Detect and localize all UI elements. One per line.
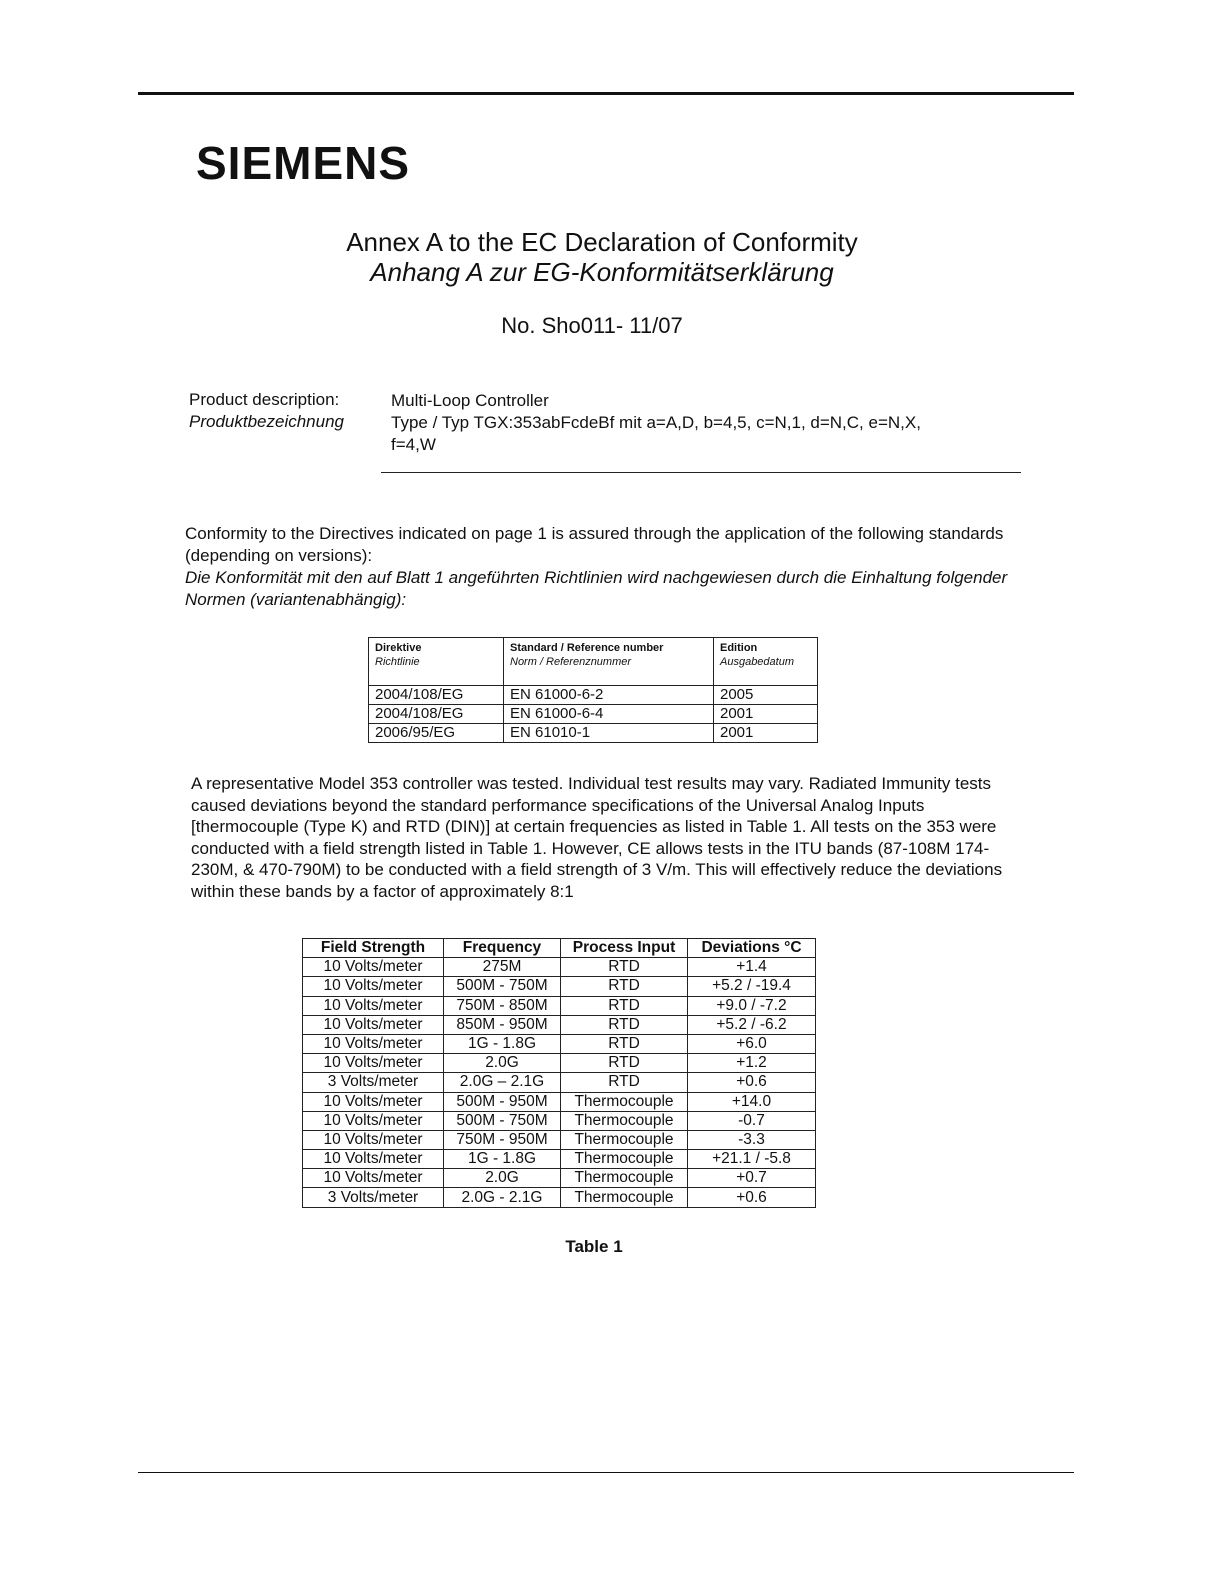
standards-table — [368, 637, 818, 743]
product-description — [391, 390, 1011, 456]
field-strength-cell: 3 Volts/meter — [303, 1073, 444, 1092]
intro-english: Conformity to the Directives indicated on page 1 is assured through the application of the following standards (depending on versions): — [185, 524, 1004, 565]
frequency-cell: 750M - 850M — [444, 996, 561, 1015]
process-input-cell: RTD — [561, 1054, 688, 1073]
deviation-cell: +1.4 — [688, 958, 816, 977]
results-header-row — [303, 939, 816, 958]
title-english: Annex A to the EC Declaration of Conformity — [346, 227, 858, 257]
directive-cell: 2004/108/EG — [369, 686, 504, 705]
process-input-cell: Thermocouple — [561, 1188, 688, 1207]
deviation-cell: +21.1 / -5.8 — [688, 1150, 816, 1169]
standard-cell: EN 61000-6-4 — [504, 705, 714, 724]
frequency-cell: 2.0G — [444, 1054, 561, 1073]
product-type-line-2: f=4,W — [391, 435, 436, 454]
frequency-cell: 500M - 750M — [444, 1111, 561, 1130]
standard-cell: EN 61010-1 — [504, 724, 714, 743]
process-input-cell: Thermocouple — [561, 1150, 688, 1169]
frequency-cell: 2.0G — [444, 1169, 561, 1188]
product-name: Multi-Loop Controller — [391, 391, 549, 410]
title-german: Anhang A zur EG-Konformitätserklärung — [370, 257, 834, 287]
product-type-line-1: Type / Typ TGX:353abFcdeBf mit a=A,D, b=4,5, c=N,1, d=N,C, e=N,X, — [391, 413, 921, 432]
deviation-cell: +9.0 / -7.2 — [688, 996, 816, 1015]
field-strength-cell: 10 Volts/meter — [303, 1092, 444, 1111]
deviation-cell: -0.7 — [688, 1111, 816, 1130]
top-rule — [138, 92, 1074, 95]
deviation-cell: -3.3 — [688, 1130, 816, 1149]
header-frequency: Frequency — [444, 939, 561, 958]
process-input-cell: Thermocouple — [561, 1111, 688, 1130]
header-standard: Standard / Reference number Norm / Referenznummer — [504, 638, 714, 686]
process-input-cell: Thermocouple — [561, 1092, 688, 1111]
directive-cell: 2004/108/EG — [369, 705, 504, 724]
deviation-cell: +14.0 — [688, 1092, 816, 1111]
standard-cell: EN 61000-6-2 — [504, 686, 714, 705]
edition-cell: 2005 — [714, 686, 818, 705]
table-row — [303, 977, 816, 996]
process-input-cell: RTD — [561, 996, 688, 1015]
header-field-strength: Field Strength — [303, 939, 444, 958]
field-strength-cell: 10 Volts/meter — [303, 977, 444, 996]
deviation-cell: +0.6 — [688, 1188, 816, 1207]
product-label-german: Produktbezeichnung — [189, 412, 345, 431]
frequency-cell: 1G - 1.8G — [444, 1150, 561, 1169]
field-strength-cell: 10 Volts/meter — [303, 1169, 444, 1188]
table-row — [303, 1054, 816, 1073]
header-process-input: Process Input — [561, 939, 688, 958]
bottom-rule — [138, 1472, 1074, 1473]
deviation-cell: +0.7 — [688, 1169, 816, 1188]
header-edition: Edition Ausgabedatum — [714, 638, 818, 686]
intro-german: Die Konformität mit den auf Blatt 1 angeführten Richtlinien wird nachgewiesen durch die Einhaltung folgender Normen (variantenabhängig): — [185, 568, 1008, 609]
process-input-cell: RTD — [561, 977, 688, 996]
frequency-cell: 2.0G - 2.1G — [444, 1188, 561, 1207]
field-strength-cell: 10 Volts/meter — [303, 1130, 444, 1149]
deviation-cell: +5.2 / -19.4 — [688, 977, 816, 996]
table-row — [303, 1130, 816, 1149]
results-table — [302, 938, 816, 1208]
process-input-cell: Thermocouple — [561, 1169, 688, 1188]
table-caption: Table 1 — [565, 1237, 623, 1256]
test-results-paragraph: A representative Model 353 controller was tested. Individual test results may vary. Radiated Immunity tests caused deviations beyond the standard performance specifications of the Universal Analog Inputs [thermocouple (Type K) and RTD (DIN)] at certain frequencies as listed in Table 1. All tests on the 353 were conducted with a field strength listed in Table 1. However, CE allows tests in the ITU bands (87-108M 174-230M, & 470-790M) to be conducted with a field strength of 3 V/m. This will effectively reduce the deviations within these bands by a factor of approximately 8:1 — [191, 774, 1003, 901]
field-strength-cell: 10 Volts/meter — [303, 1034, 444, 1053]
field-strength-cell: 10 Volts/meter — [303, 1111, 444, 1130]
field-strength-cell: 10 Volts/meter — [303, 1054, 444, 1073]
field-strength-cell: 10 Volts/meter — [303, 1015, 444, 1034]
product-label-english: Product description: — [189, 390, 340, 409]
header-deviations: Deviations °C — [688, 939, 816, 958]
table-row — [303, 958, 816, 977]
process-input-cell: RTD — [561, 1034, 688, 1053]
field-strength-cell: 10 Volts/meter — [303, 996, 444, 1015]
frequency-cell: 500M - 950M — [444, 1092, 561, 1111]
table-row — [303, 996, 816, 1015]
table-row — [369, 724, 818, 743]
process-input-cell: Thermocouple — [561, 1130, 688, 1149]
frequency-cell: 750M - 950M — [444, 1130, 561, 1149]
document-number: No. Sho011- 11/07 — [501, 313, 683, 338]
deviation-cell: +5.2 / -6.2 — [688, 1015, 816, 1034]
table-row — [303, 1015, 816, 1034]
field-strength-cell: 10 Volts/meter — [303, 1150, 444, 1169]
table-row — [369, 686, 818, 705]
frequency-cell: 1G - 1.8G — [444, 1034, 561, 1053]
deviation-cell: +0.6 — [688, 1073, 816, 1092]
table-row — [303, 1073, 816, 1092]
frequency-cell: 2.0G – 2.1G — [444, 1073, 561, 1092]
table-row — [303, 1150, 816, 1169]
frequency-cell: 275M — [444, 958, 561, 977]
deviation-cell: +6.0 — [688, 1034, 816, 1053]
directive-cell: 2006/95/EG — [369, 724, 504, 743]
table-row — [303, 1034, 816, 1053]
field-strength-cell: 10 Volts/meter — [303, 958, 444, 977]
table-row — [369, 705, 818, 724]
edition-cell: 2001 — [714, 705, 818, 724]
process-input-cell: RTD — [561, 1073, 688, 1092]
product-divider — [381, 472, 1021, 473]
standards-header-row — [369, 638, 818, 686]
deviation-cell: +1.2 — [688, 1054, 816, 1073]
siemens-logo: SIEMENS — [196, 137, 411, 189]
table-row — [303, 1169, 816, 1188]
field-strength-cell: 3 Volts/meter — [303, 1188, 444, 1207]
table-row — [303, 1188, 816, 1207]
process-input-cell: RTD — [561, 1015, 688, 1034]
edition-cell: 2001 — [714, 724, 818, 743]
table-row — [303, 1111, 816, 1130]
process-input-cell: RTD — [561, 958, 688, 977]
conformity-intro — [185, 523, 1045, 611]
table-row — [303, 1092, 816, 1111]
frequency-cell: 850M - 950M — [444, 1015, 561, 1034]
frequency-cell: 500M - 750M — [444, 977, 561, 996]
header-directive: Direktive Richtlinie — [369, 638, 504, 686]
